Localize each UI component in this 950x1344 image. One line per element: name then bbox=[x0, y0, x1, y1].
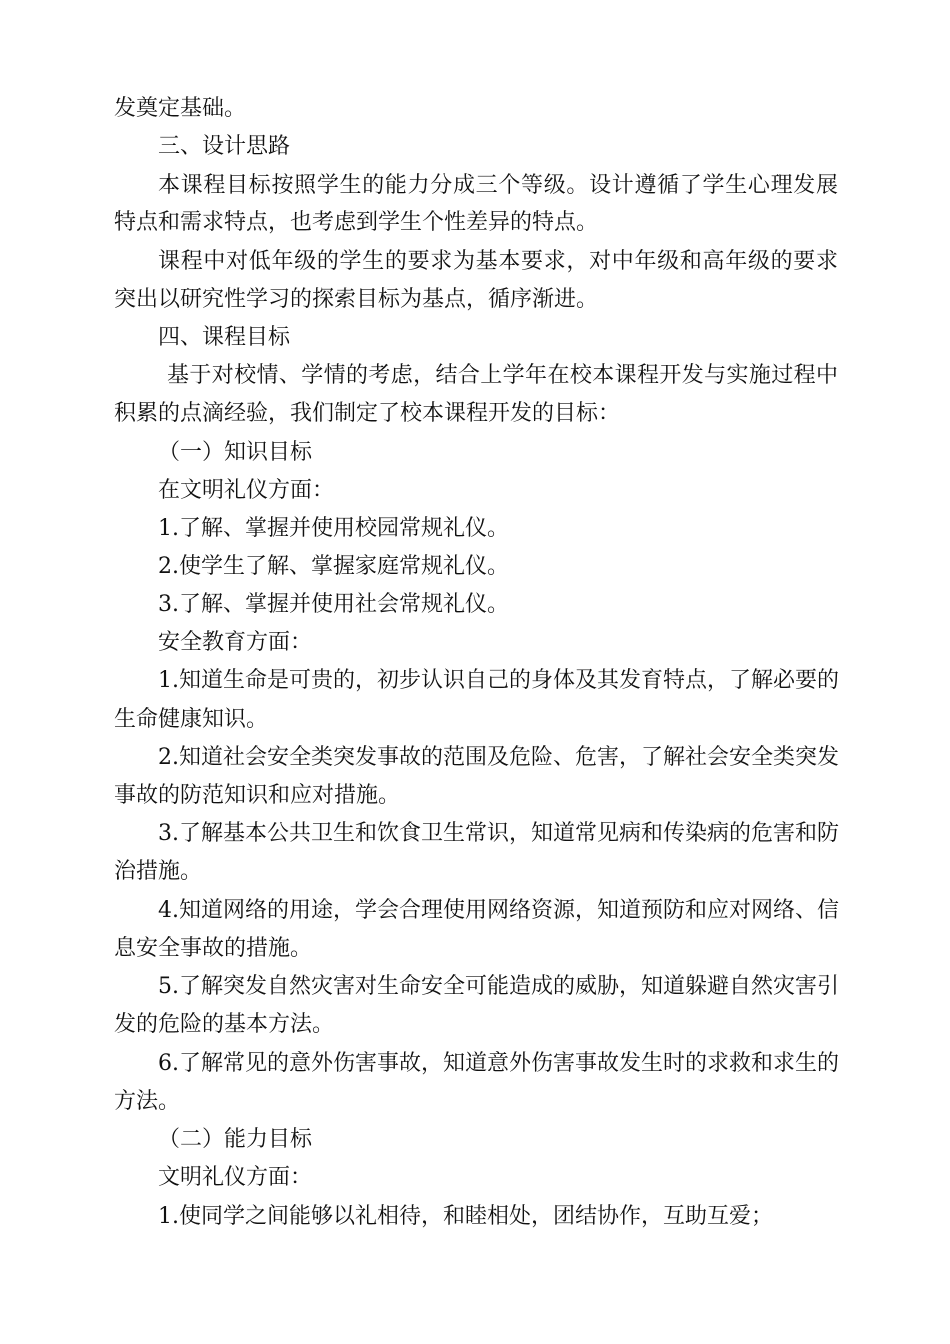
section-heading: 三、设计思路 bbox=[158, 134, 291, 159]
text-line: 发奠定基础。 bbox=[114, 96, 247, 121]
text-line: 发的危险的基本方法。 bbox=[114, 1012, 335, 1037]
list-item: 3.了解、掌握并使用社会常规礼仪。 bbox=[158, 592, 509, 617]
subsection-heading: （二）能力目标 bbox=[158, 1127, 313, 1152]
list-item: 5.了解突发自然灾害对生命安全可能造成的威胁，知道躲避自然灾害引 bbox=[158, 974, 839, 999]
list-item: 2.使学生了解、掌握家庭常规礼仪。 bbox=[158, 554, 509, 579]
list-item: 3.了解基本公共卫生和饮食卫生常识，知道常见病和传染病的危害和防 bbox=[158, 821, 839, 846]
text-line: 生命健康知识。 bbox=[114, 707, 269, 732]
text-line: 本课程目标按照学生的能力分成三个等级。设计遵循了学生心理发展 bbox=[158, 173, 838, 198]
text-line: 特点和需求特点，也考虑到学生个性差异的特点。 bbox=[114, 210, 599, 235]
list-item: 1.使同学之间能够以礼相待，和睦相处，团结协作，互助互爱； bbox=[158, 1204, 773, 1229]
list-item: 1.知道生命是可贵的，初步认识自己的身体及其发育特点，了解必要的 bbox=[158, 668, 839, 693]
text-line: 课程中对低年级的学生的要求为基本要求，对中年级和高年级的要求 bbox=[158, 249, 838, 274]
section-heading: 四、课程目标 bbox=[158, 325, 291, 350]
text-line: 在文明礼仪方面： bbox=[158, 478, 335, 503]
subsection-heading: （一）知识目标 bbox=[158, 440, 313, 465]
text-line: 治措施。 bbox=[114, 859, 203, 884]
list-item: 6.了解常见的意外伤害事故，知道意外伤害事故发生时的求救和求生的 bbox=[158, 1051, 839, 1076]
text-line: 方法。 bbox=[114, 1089, 181, 1114]
text-line: 事故的防范知识和应对措施。 bbox=[114, 783, 401, 808]
list-item: 2.知道社会安全类突发事故的范围及危险、危害，了解社会安全类突发 bbox=[158, 745, 839, 770]
text-line: 积累的点滴经验，我们制定了校本课程开发的目标： bbox=[114, 401, 621, 426]
text-line: 突出以研究性学习的探索目标为基点，循序渐进。 bbox=[114, 287, 599, 312]
text-line: 息安全事故的措施。 bbox=[114, 936, 313, 961]
text-line: 文明礼仪方面： bbox=[158, 1165, 313, 1190]
text-line: 基于对校情、学情的考虑，结合上学年在校本课程开发与实施过程中 bbox=[167, 363, 838, 388]
list-item: 1.了解、掌握并使用校园常规礼仪。 bbox=[158, 516, 509, 541]
text-line: 安全教育方面： bbox=[158, 630, 313, 655]
list-item: 4.知道网络的用途，学会合理使用网络资源，知道预防和应对网络、信 bbox=[158, 898, 839, 923]
